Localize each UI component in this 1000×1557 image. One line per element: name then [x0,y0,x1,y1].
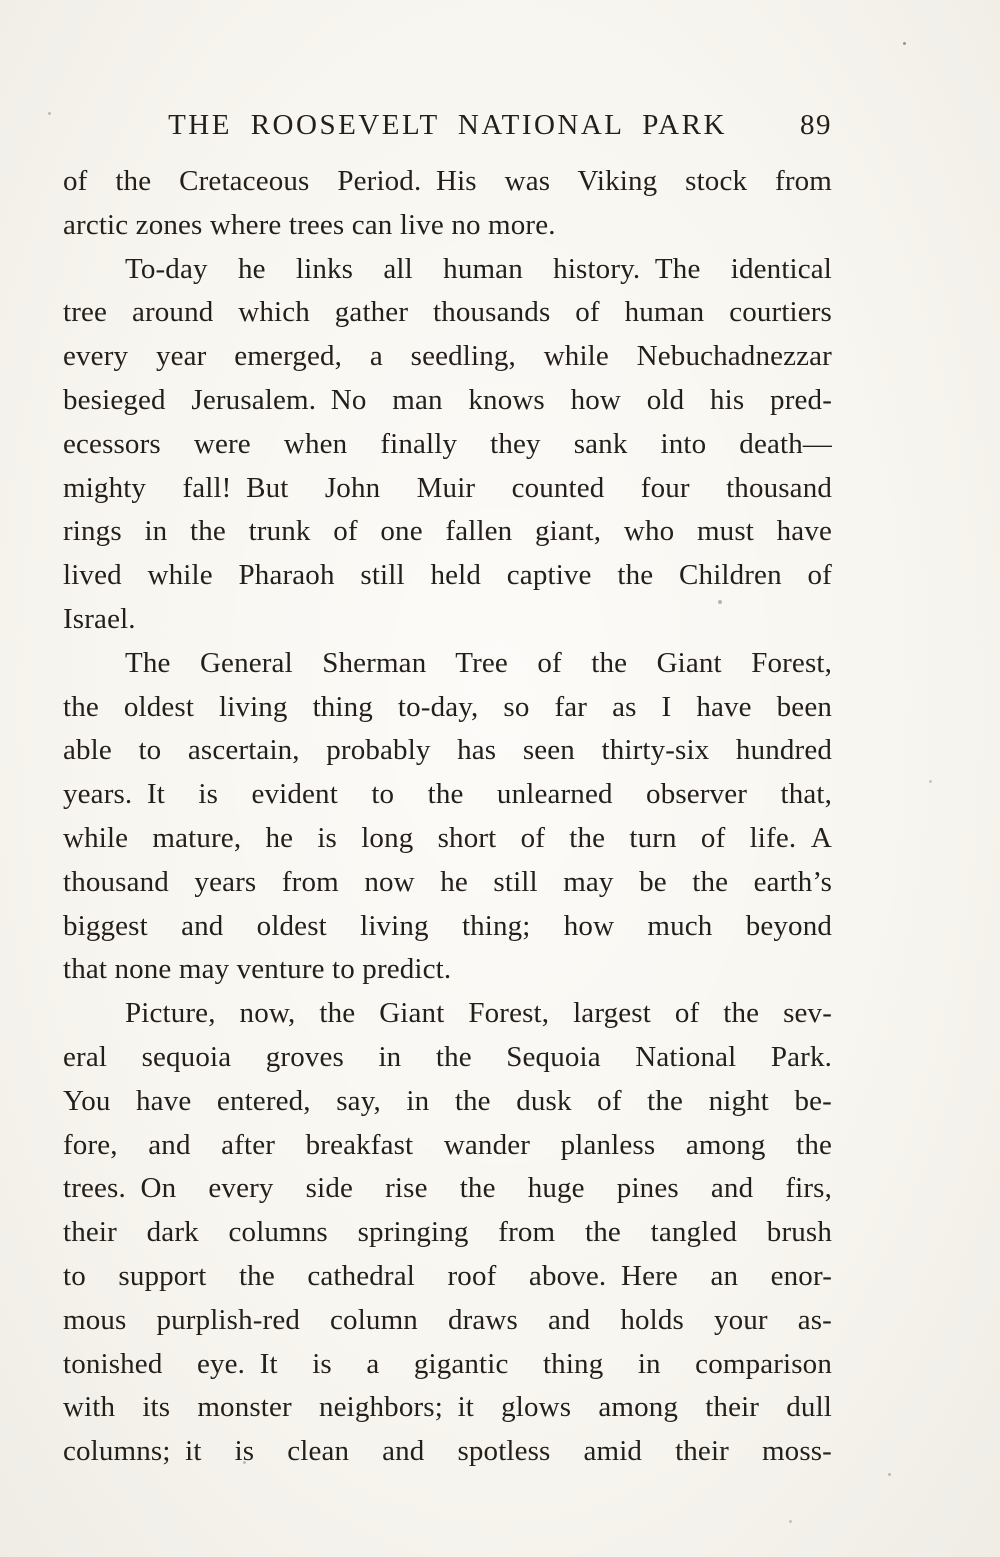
text-line: the oldest living thing to-day, so far as I have been [63,690,832,723]
text-block [63,160,832,1474]
text-line: tree around which gather thousands of human courtiers [63,296,832,329]
text-line: arctic zones where trees can live no more. [63,208,556,241]
text-line: thousand years from now he still may be the earth’s [63,865,832,898]
paragraph [63,248,832,642]
folio-page-number: 89 [800,109,832,141]
text-line: that none may venture to predict. [63,953,452,986]
text-line: biggest and oldest living thing; how much beyond [63,909,832,942]
text-line: mous purplish-red column draws and holds your as- [63,1303,832,1336]
text-line: rings in the trunk of one fallen giant, who must have [63,515,832,548]
paragraph [63,160,832,248]
text-line: to support the cathedral roof above. Here an enor- [63,1259,832,1292]
text-line: besieged Jerusalem. No man knows how old his pred- [63,383,832,416]
text-line: mighty fall! But John Muir counted four thousand [63,471,832,504]
scan-speck [903,42,906,45]
text-line: fore, and after breakfast wander planless among the [63,1128,832,1161]
text-line: Picture, now, the Giant Forest, largest of the sev- [125,997,832,1030]
running-head [63,103,832,147]
text-line: years. It is evident to the unlearned observer that, [63,778,832,811]
text-line: their dark columns springing from the tangled brush [63,1216,832,1249]
text-line: of the Cretaceous Period. His was Viking stock from [63,165,832,197]
text-line: To-day he links all human history. The identical [125,252,832,285]
scan-speck [48,112,51,115]
text-line: ecessors were when finally they sank into death— [63,427,832,460]
paragraph [63,992,832,1474]
text-line: able to ascertain, probably has seen thirty-six hundred [63,734,832,767]
paragraph [63,642,832,992]
text-line: columns; it is clean and spotless amid their moss- [63,1435,832,1468]
text-line: with its monster neighbors; it glows among their dull [63,1391,832,1424]
text-line: every year emerged, a seedling, while Nebuchadnezzar [63,340,832,373]
running-head-title: THE ROOSEVELT NATIONAL PARK [168,109,727,141]
text-line: eral sequoia groves in the Sequoia National Park. [63,1040,832,1073]
scan-speck [888,1473,891,1476]
text-line: tonished eye. It is a gigantic thing in comparison [63,1347,832,1380]
text-line: lived while Pharaoh still held captive the Children of [63,559,832,592]
text-line: You have entered, say, in the dusk of the night be- [63,1084,832,1117]
text-line: Israel. [63,602,136,635]
scan-speck [718,600,722,604]
text-line: while mature, he is long short of the turn of life. A [63,821,832,854]
scan-speck [929,780,932,783]
text-line: trees. On every side rise the huge pines and firs, [63,1172,832,1205]
scan-speck [789,1520,792,1523]
text-line: The General Sherman Tree of the Giant Forest, [125,646,832,679]
scan-speck [243,1461,246,1464]
